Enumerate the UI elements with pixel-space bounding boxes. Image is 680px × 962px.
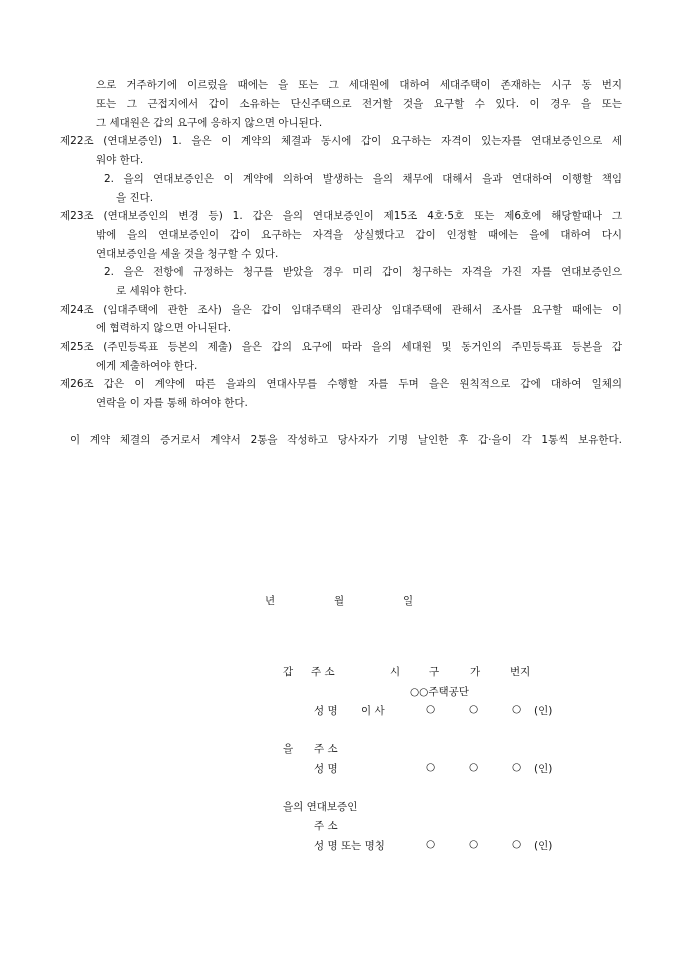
gap-address-ga: 가	[470, 666, 481, 678]
gap-director-title: 이 사	[361, 705, 385, 717]
party-eul-label: 을	[283, 743, 294, 755]
gap-name-circle: ○	[469, 703, 479, 715]
gap-name-circle: ○	[426, 703, 436, 715]
guarantor-label: 을의 연대보증인	[283, 801, 358, 813]
guarantor-name-label: 성 명 또는 명칭	[314, 840, 385, 852]
eul-seal: (인)	[534, 763, 553, 775]
date-year: 년	[265, 595, 276, 607]
guarantor-name-circle: ○	[469, 838, 479, 850]
article-24-heading: 제24조 (임대주택에 관한 조사) 을은 갑이 임대주택의 관리상 임대주택에 관해서 조사를 요구할 때에는 이	[60, 304, 622, 316]
guarantor-seal: (인)	[534, 840, 553, 852]
gap-name-circle: ○	[512, 703, 522, 715]
date-month: 월	[334, 595, 345, 607]
article-text-line: 을 진다.	[116, 192, 154, 204]
gap-seal: (인)	[534, 705, 553, 717]
gap-address-beonji: 번지	[510, 666, 531, 678]
eul-name-circle: ○	[426, 761, 436, 773]
gap-address-si: 시	[390, 666, 401, 678]
article-text-line: 워야 한다.	[96, 154, 144, 166]
article-text-line: 또는 그 근접지에서 갑이 소유하는 단신주택으로 전거할 것을 요구할 수 있다. 이 경우 을 또는	[96, 98, 622, 110]
article-text-line: 으로 거주하기에 이르렀을 때에는 을 또는 그 세대원에 대하여 세대주택이 존재하는 시구 동 번지	[96, 79, 622, 91]
article-text-line: 밖에 을의 연대보증인이 갑이 요구하는 자격을 상실했다고 갑이 인정할 때에는 을에 대하여 다시	[96, 229, 622, 241]
guarantor-name-circle: ○	[426, 838, 436, 850]
article-23-clause-2: 2. 을은 전항에 규정하는 청구를 받았을 경우 미리 갑이 청구하는 자격을 가진 자를 연대보증인으	[104, 266, 622, 278]
eul-name-circle: ○	[512, 761, 522, 773]
eul-address-label: 주 소	[314, 743, 338, 755]
guarantor-address-label: 주 소	[314, 820, 338, 832]
date-day: 일	[403, 595, 414, 607]
eul-name-label: 성 명	[314, 763, 338, 775]
gap-name-label: 성 명	[314, 705, 338, 717]
gap-address-label: 주 소	[311, 666, 335, 678]
article-26-heading: 제26조 갑은 이 계약에 따른 을과의 연대사무를 수행할 자를 두며 을은 원칙적으로 갑에 대하여 일체의	[60, 378, 622, 390]
gap-company-name: ○○주택공단	[410, 686, 469, 698]
party-gap-label: 갑	[283, 666, 294, 678]
article-text-line: 로 세워야 한다.	[116, 285, 187, 297]
article-text-line: 연락을 이 자를 통해 하여야 한다.	[96, 397, 248, 409]
gap-address-gu: 구	[429, 666, 440, 678]
article-text-line: 연대보증인을 세울 것을 청구할 수 있다.	[96, 248, 279, 260]
eul-name-circle: ○	[469, 761, 479, 773]
guarantor-name-circle: ○	[512, 838, 522, 850]
closing-statement: 이 계약 체결의 증거로서 계약서 2통을 작성하고 당사자가 기명 날인한 후 갑·을이 각 1통씩 보유한다.	[70, 434, 622, 446]
article-text-line: 그 세대원은 갑의 요구에 응하지 않으면 아니된다.	[96, 117, 323, 129]
article-22-clause-2: 2. 을의 연대보증인은 이 계약에 의하여 발생하는 을의 채무에 대해서 을과 연대하여 이행할 책임	[104, 173, 622, 185]
article-22-heading: 제22조 (연대보증인) 1. 을은 이 계약의 체결과 동시에 갑이 요구하는 자격이 있는자를 연대보증인으로 세	[60, 135, 622, 147]
article-text-line: 에게 제출하여야 한다.	[96, 360, 198, 372]
article-25-heading: 제25조 (주민등록표 등본의 제출) 을은 갑의 요구에 따라 을의 세대원 및 동거인의 주민등록표 등본을 갑	[60, 341, 622, 353]
article-23-heading: 제23조 (연대보증인의 변경 등) 1. 갑은 을의 연대보증인이 제15조 4호·5호 또는 제6호에 해당할때나 그	[60, 210, 622, 222]
article-text-line: 에 협력하지 않으면 아니된다.	[96, 322, 232, 334]
